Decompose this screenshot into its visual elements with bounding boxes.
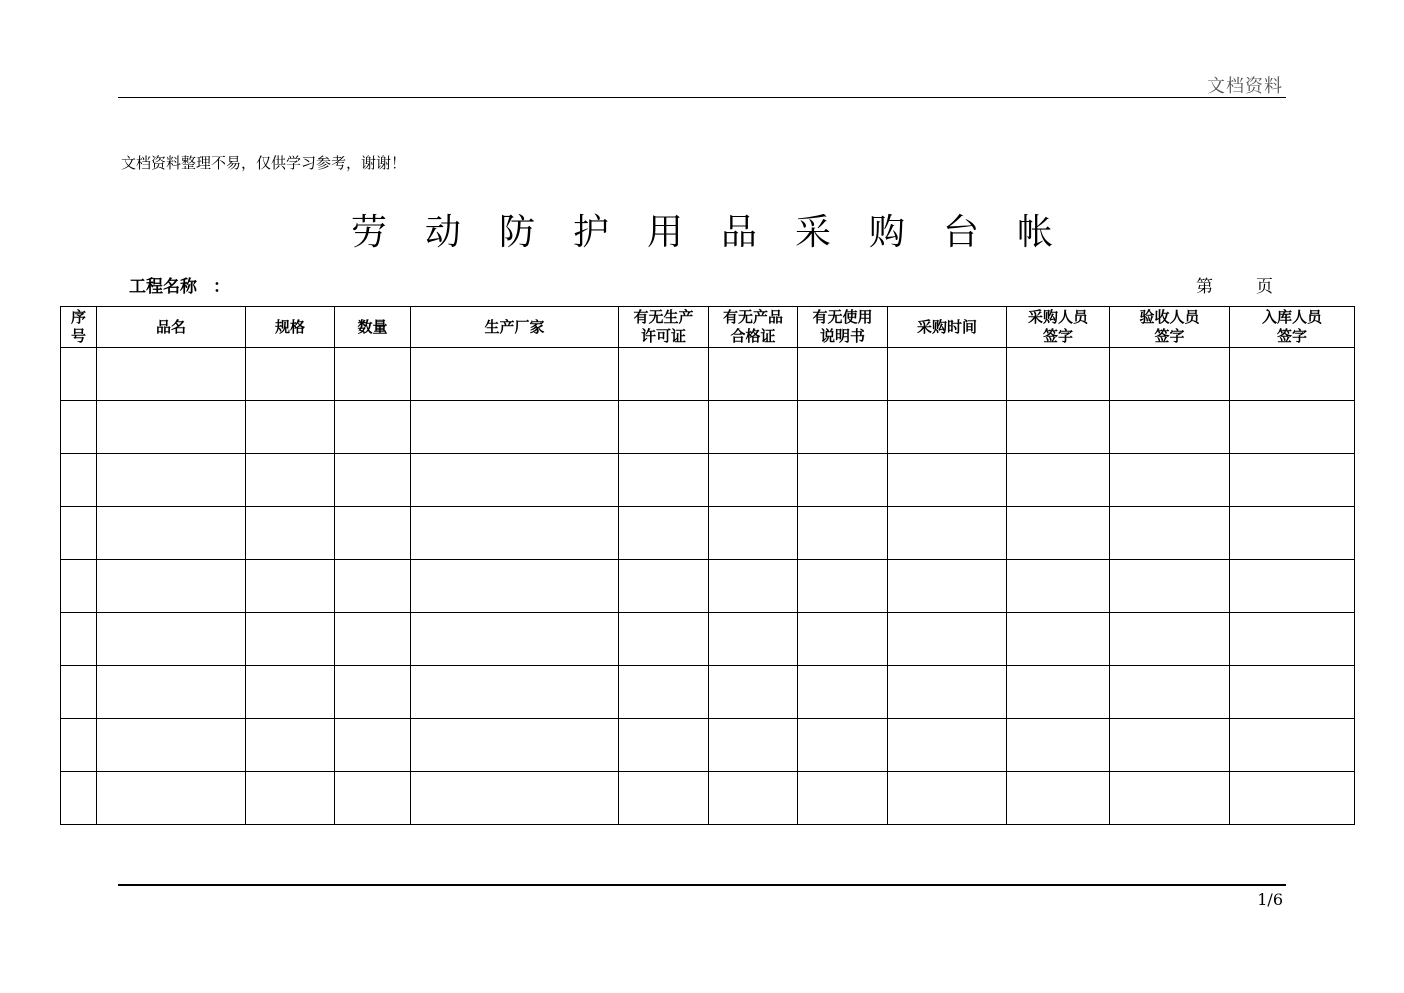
table-cell[interactable] [709,719,798,772]
table-cell[interactable] [1230,401,1355,454]
table-cell[interactable] [97,507,246,560]
table-cell[interactable] [335,772,411,825]
table-cell[interactable] [1110,507,1230,560]
table-cell[interactable] [411,613,619,666]
table-cell[interactable] [61,666,97,719]
table-cell[interactable] [335,401,411,454]
table-cell[interactable] [335,454,411,507]
table-cell[interactable] [246,772,335,825]
table-cell[interactable] [709,613,798,666]
table-cell[interactable] [246,401,335,454]
table-cell[interactable] [709,401,798,454]
table-cell[interactable] [1230,719,1355,772]
table-cell[interactable] [709,560,798,613]
table-cell[interactable] [246,454,335,507]
table-cell[interactable] [1007,613,1110,666]
col-header-spec: 规格 [246,307,335,348]
table-row [61,507,1355,560]
table-cell[interactable] [798,772,888,825]
col-header-index: 序 号 [61,307,97,348]
table-cell[interactable] [1007,454,1110,507]
table-cell[interactable] [246,613,335,666]
table-cell[interactable] [888,666,1007,719]
table-cell[interactable] [61,454,97,507]
table-cell[interactable] [97,613,246,666]
table-cell[interactable] [411,507,619,560]
table-cell[interactable] [97,348,246,401]
table-cell[interactable] [619,454,709,507]
table-cell[interactable] [1110,560,1230,613]
col-header-quality-certificate: 有无产品 合格证 [709,307,798,348]
table-cell[interactable] [798,613,888,666]
table-cell[interactable] [97,719,246,772]
table-cell[interactable] [61,772,97,825]
table-cell[interactable] [1007,772,1110,825]
table-cell[interactable] [798,719,888,772]
table-cell[interactable] [61,719,97,772]
table-cell[interactable] [246,560,335,613]
table-cell[interactable] [888,719,1007,772]
table-cell[interactable] [1007,507,1110,560]
table-cell[interactable] [335,348,411,401]
col-header-purchase-date: 采购时间 [888,307,1007,348]
table-cell[interactable] [97,560,246,613]
table-cell[interactable] [1230,772,1355,825]
table-cell[interactable] [1110,454,1230,507]
page-prefix: 第 [1196,277,1213,297]
table-cell[interactable] [888,507,1007,560]
table-cell[interactable] [1007,401,1110,454]
page-number: 1/6 [1257,890,1283,909]
table-cell[interactable] [1110,719,1230,772]
table-cell[interactable] [411,401,619,454]
procurement-ledger-table [60,306,1355,825]
table-cell[interactable] [335,666,411,719]
table-cell[interactable] [411,719,619,772]
project-name-label [129,272,230,297]
table-cell[interactable] [888,401,1007,454]
table-cell[interactable] [1230,507,1355,560]
table-row [61,666,1355,719]
table-cell[interactable] [709,666,798,719]
table-cell[interactable] [888,613,1007,666]
col-header-purchaser-signature: 采购人员 签字 [1007,307,1110,348]
col-header-inspector-signature: 验收人员 签字 [1110,307,1230,348]
table-cell[interactable] [1230,560,1355,613]
table-cell[interactable] [61,507,97,560]
table-cell[interactable] [1110,772,1230,825]
table-cell[interactable] [1110,613,1230,666]
table-row [61,401,1355,454]
table-cell[interactable] [888,348,1007,401]
table-cell[interactable] [798,348,888,401]
table-cell[interactable] [798,560,888,613]
page-suffix: 页 [1256,277,1273,297]
table-cell[interactable] [246,507,335,560]
table-cell[interactable] [97,401,246,454]
table-cell[interactable] [1007,719,1110,772]
table-cell[interactable] [888,772,1007,825]
page-title: 劳动防护用品采购台帐 [350,212,1091,253]
col-header-production-license: 有无生产 许可证 [619,307,709,348]
table-row [61,348,1355,401]
header-rule [118,97,1286,98]
table-cell[interactable] [1007,348,1110,401]
table-cell[interactable] [619,507,709,560]
table-cell[interactable] [1230,613,1355,666]
table-cell[interactable] [619,666,709,719]
table-cell[interactable] [61,348,97,401]
table-cell[interactable] [1230,348,1355,401]
project-label-text: 工程名称 [129,277,197,297]
table-cell[interactable] [61,401,97,454]
table-cell[interactable] [798,507,888,560]
table-cell[interactable] [246,348,335,401]
table-cell[interactable] [335,613,411,666]
table-cell[interactable] [619,560,709,613]
table-cell[interactable] [411,454,619,507]
table-cell[interactable] [411,560,619,613]
table-cell[interactable] [335,507,411,560]
table-cell[interactable] [798,454,888,507]
col-header-quantity: 数量 [335,307,411,348]
col-header-manufacturer: 生产厂家 [411,307,619,348]
table-cell[interactable] [619,348,709,401]
col-header-item-name: 品名 [97,307,246,348]
table-cell[interactable] [888,454,1007,507]
table-cell[interactable] [709,454,798,507]
table-row [61,613,1355,666]
table-cell[interactable] [1230,454,1355,507]
table-cell[interactable] [619,613,709,666]
table-cell[interactable] [411,666,619,719]
table-cell[interactable] [1110,666,1230,719]
table-cell[interactable] [411,348,619,401]
table-cell[interactable] [1007,560,1110,613]
table-cell[interactable] [335,560,411,613]
table-header-row [61,307,1355,348]
table-cell[interactable] [619,401,709,454]
project-label-colon: ： [213,277,230,297]
table-cell[interactable] [246,666,335,719]
col-header-warehouse-signature: 入库人员 签字 [1230,307,1355,348]
table-cell[interactable] [888,560,1007,613]
table-row [61,560,1355,613]
table-cell[interactable] [97,454,246,507]
table-cell[interactable] [709,772,798,825]
col-header-user-manual: 有无使用 说明书 [798,307,888,348]
table-cell[interactable] [798,666,888,719]
table-cell[interactable] [619,772,709,825]
table-cell[interactable] [411,772,619,825]
table-cell[interactable] [1007,666,1110,719]
header-text: 文档资料 [1207,76,1283,97]
table-cell[interactable] [61,613,97,666]
table-cell[interactable] [97,772,246,825]
table-cell[interactable] [335,719,411,772]
table-cell[interactable] [1230,666,1355,719]
table-cell[interactable] [246,719,335,772]
table-cell[interactable] [798,401,888,454]
table-cell[interactable] [97,666,246,719]
document-note: 文档资料整理不易，仅供学习参考，谢谢！ [121,154,407,172]
table-row [61,719,1355,772]
table-cell[interactable] [1110,348,1230,401]
table-cell[interactable] [709,507,798,560]
table-cell[interactable] [1110,401,1230,454]
table-cell[interactable] [709,348,798,401]
table-cell[interactable] [61,560,97,613]
footer-rule [118,884,1286,886]
table-row [61,454,1355,507]
table-cell[interactable] [619,719,709,772]
table-row [61,772,1355,825]
